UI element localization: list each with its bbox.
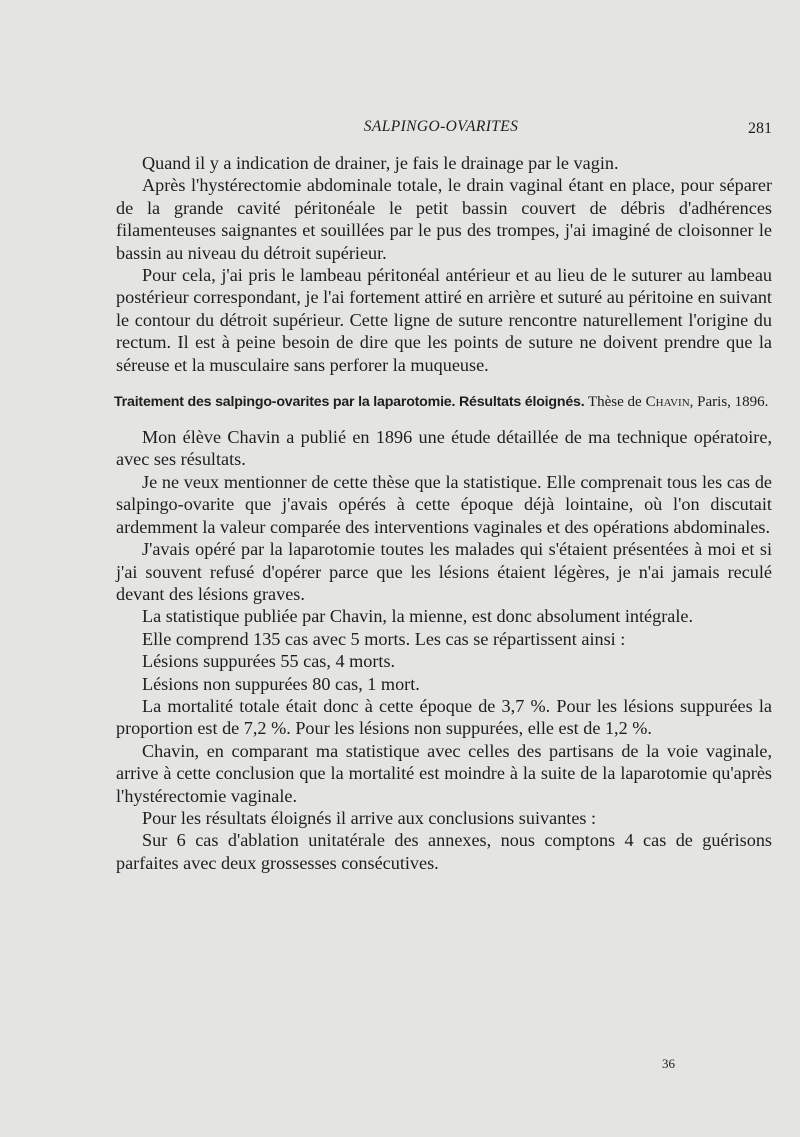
- page-number: 281: [748, 120, 772, 137]
- section-heading: [114, 392, 770, 412]
- paragraph: Pour les résultats éloignés il arrive aux conclusions suivantes :: [142, 807, 597, 828]
- paragraph: Mon élève Chavin a publié en 1896 une étude détaillée de ma technique opératoire, avec ses résultats.: [116, 427, 772, 470]
- section-ref-suffix: , Paris, 1896.: [689, 394, 769, 411]
- paragraph: Quand il y a indication de drainer, je fais le drainage par le vagin.: [142, 153, 619, 173]
- paragraph: Lésions suppurées 55 cas, 4 morts.: [142, 651, 396, 672]
- paragraph: La mortalité totale était donc à cette époque de 3,7 %. Pour les lésions suppurées la proportion est de 7,2 %. Pour les lésions non suppurées, elle est de 1,2 %.: [116, 695, 772, 739]
- paragraph: Après l'hystérectomie abdominale totale, le drain vaginal étant en place, pour séparer de la grande cavité péritonéale le petit bassin couvert de débris d'adhérences filamenteuses saignantes et souillées par le pus des trompes, j'ai imaginé de cloisonner le bassin au niveau du détroit supérieur.: [116, 175, 772, 263]
- paragraph: La statistique publiée par Chavin, la mienne, est donc absolument intégrale.: [142, 606, 694, 627]
- section-author: Chavin: [645, 394, 690, 411]
- section-title: Traitement des salpingo-ovarites par la laparotomie. Résultats éloignés.: [114, 394, 585, 411]
- running-head: [110, 118, 772, 140]
- paragraph: Je ne veux mentionner de cette thèse que la statistique. Elle comprenait tous les cas de salpingo-ovarite que j'avais opérés à cette époque déjà lointaine, où l'on discutait ardemment la valeur comparée des interventions vaginales et des opérations abdominales.: [116, 471, 772, 537]
- paragraph: Elle comprend 135 cas avec 5 morts. Les cas se répartissent ainsi :: [142, 628, 626, 649]
- paragraph: Sur 6 cas d'ablation unitatérale des annexes, nous comptons 4 cas de guérisons parfaites avec deux grossesses consécutives.: [116, 830, 772, 873]
- printer-signature: 36: [662, 1056, 675, 1071]
- section-ref-prefix: Thèse de: [584, 394, 642, 411]
- paragraph: Chavin, en comparant ma statistique avec celles des partisans de la voie vaginale, arrive à cette conclusion que la mortalité est moindre à la suite de la laparotomie qu'après l'hystérectomie vaginale.: [116, 740, 772, 806]
- paragraph: Pour cela, j'ai pris le lambeau péritonéal antérieur et au lieu de le suturer au lambeau postérieur correspondant, je l'ai fortement attiré en arrière et suturé au péritoine en suivant le contour du détroit supérieur. Cette ligne de suture rencontre naturellement l'origine du rectum. Il est à peine besoin de dire que les points de suture ne doivent prendre que la séreuse et la musculaire sans perforer la muqueuse.: [116, 265, 772, 375]
- running-title: SALPINGO-OVARITES: [363, 118, 519, 135]
- page-body: [116, 152, 772, 874]
- paragraph: Lésions non suppurées 80 cas, 1 mort.: [142, 673, 420, 694]
- paragraph: J'avais opéré par la laparotomie toutes les malades qui s'étaient présentées à moi et si j'ai souvent refusé d'opérer parce que les lésions étaient légères, je n'ai jamais reculé devant des lésions graves.: [116, 539, 772, 604]
